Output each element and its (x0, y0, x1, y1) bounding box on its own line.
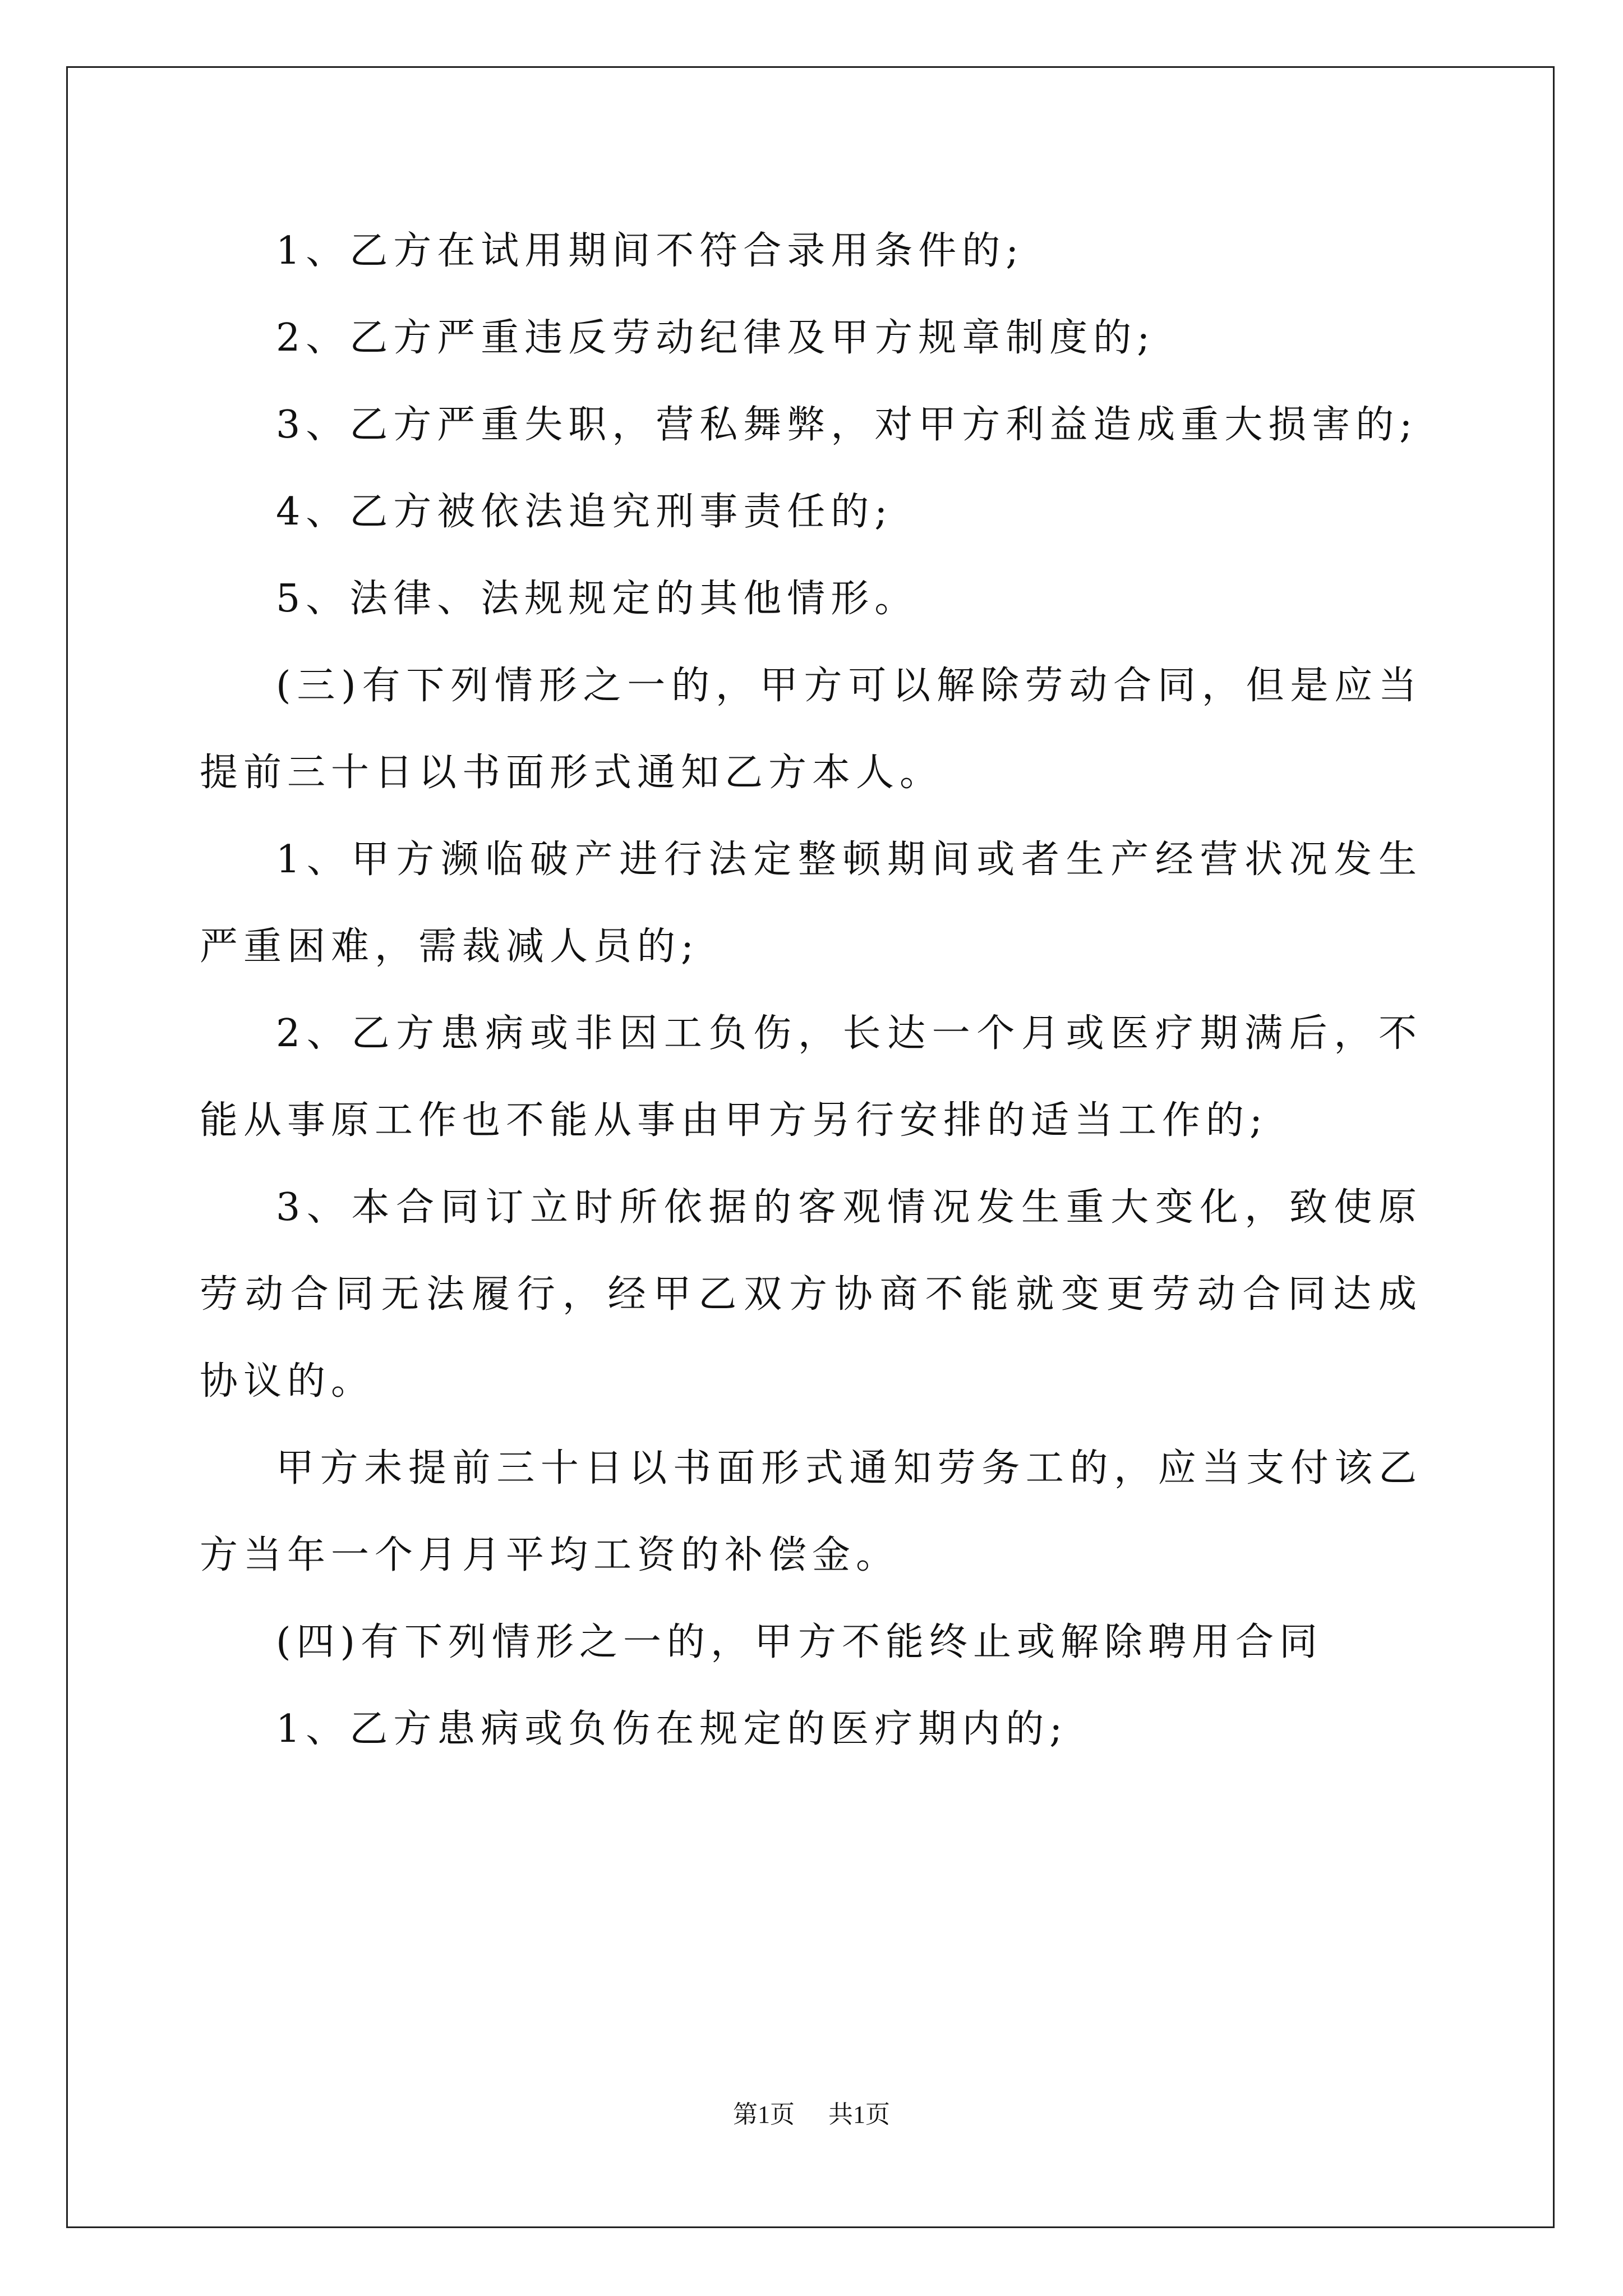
paragraph: 2、乙方患病或非因工负伤，长达一个月或医疗期满后，不能从事原工作也不能从事由甲方另行安排的适当工作的; (200, 1011, 1422, 1143)
paragraph: 1、乙方在试用期间不符合录用条件的; (276, 229, 1025, 273)
paragraph: 3、乙方严重失职，营私舞弊，对甲方利益造成重大损害的; (276, 403, 1418, 447)
total-pages: 共1页 (828, 2101, 890, 2128)
paragraph: (三)有下列情形之一的，甲方可以解除劳动合同，但是应当提前三十日以书面形式通知乙方本人。 (200, 664, 1422, 795)
paragraph: 甲方未提前三十日以书面形式通知劳务工的，应当支付该乙方当年一个月月平均工资的补偿金。 (200, 1446, 1422, 1577)
document-body (200, 208, 1422, 1773)
paragraph: 1、乙方患病或负伤在规定的医疗期内的; (276, 1707, 1068, 1751)
paragraph: 2、乙方严重违反劳动纪律及甲方规章制度的; (276, 316, 1156, 360)
paragraph: 4、乙方被依法追究刑事责任的; (276, 490, 893, 534)
page-number: 第1页 (733, 2101, 795, 2128)
paragraph: 1、甲方濒临破产进行法定整顿期间或者生产经营状况发生严重困难，需裁减人员的; (200, 838, 1422, 969)
page-footer (0, 2094, 1623, 2130)
paragraph: (四)有下列情形之一的，甲方不能终止或解除聘用合同 (276, 1620, 1324, 1664)
paragraph: 5、法律、法规规定的其他情形。 (276, 577, 919, 621)
paragraph: 3、本合同订立时所依据的客观情况发生重大变化，致使原劳动合同无法履行，经甲乙双方协商不能就变更劳动合同达成协议的。 (200, 1185, 1422, 1404)
